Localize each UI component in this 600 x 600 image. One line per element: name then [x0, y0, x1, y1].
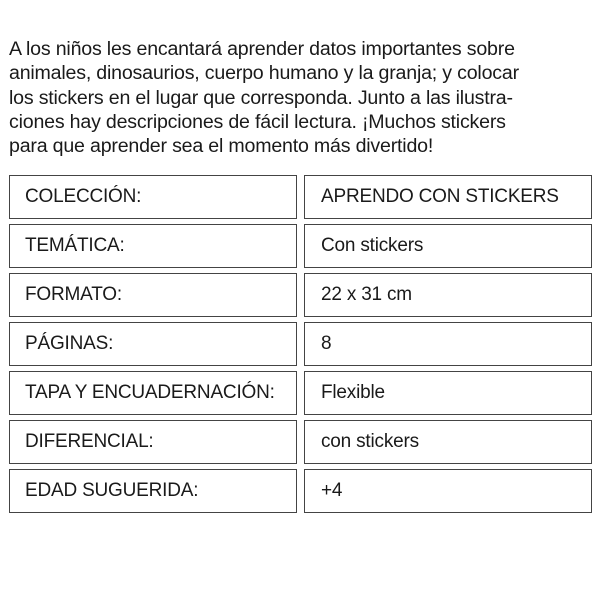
- spec-value: +4: [304, 469, 592, 513]
- spec-label: TEMÁTICA:: [9, 224, 297, 268]
- spec-value: APRENDO CON STICKERS: [304, 175, 592, 219]
- spec-value: Flexible: [304, 371, 592, 415]
- spec-label: EDAD SUGUERIDA:: [9, 469, 297, 513]
- spec-value: 22 x 31 cm: [304, 273, 592, 317]
- spec-row-tapa: [9, 371, 592, 415]
- spec-value: con stickers: [304, 420, 592, 464]
- spec-label: TAPA Y ENCUADERNACIÓN:: [9, 371, 297, 415]
- spec-value: Con stickers: [304, 224, 592, 268]
- spec-row-diferencial: [9, 420, 592, 464]
- spec-label: PÁGINAS:: [9, 322, 297, 366]
- spec-table: [9, 175, 592, 518]
- spec-row-edad: [9, 469, 592, 513]
- spec-row-tematica: [9, 224, 592, 268]
- spec-label: COLECCIÓN:: [9, 175, 297, 219]
- spec-row-coleccion: [9, 175, 592, 219]
- spec-row-paginas: [9, 322, 592, 366]
- spec-value: 8: [304, 322, 592, 366]
- product-description: A los niños les encantará aprender datos importantes sobre animales, dinosaurios, cuerpo humano y la granja; y colocar los stickers en el lugar que corresponda. Junto a las ilustra- ciones hay descripciones de fácil lectura. ¡Muchos stickers para que aprender sea el momento más divertido!: [9, 38, 519, 158]
- spec-row-formato: [9, 273, 592, 317]
- spec-label: DIFERENCIAL:: [9, 420, 297, 464]
- spec-label: FORMATO:: [9, 273, 297, 317]
